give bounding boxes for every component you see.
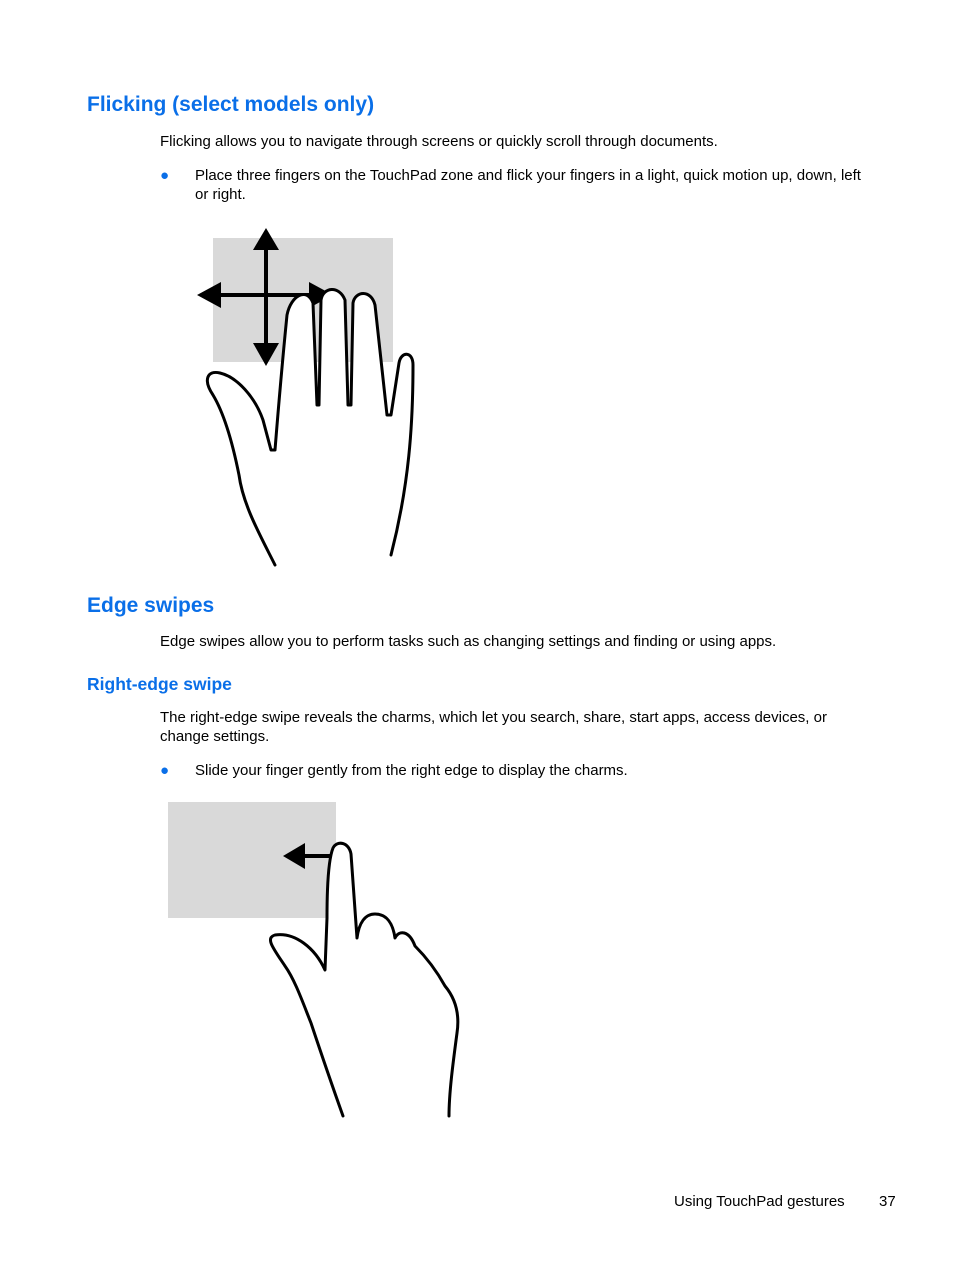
right-edge-swipe-bullet-text: Slide your finger gently from the right edge to display the charms. xyxy=(195,762,628,779)
heading-right-edge-swipe: Right-edge swipe xyxy=(87,674,232,694)
edge-swipes-intro: Edge swipes allow you to perform tasks such as changing settings and finding or using apps. xyxy=(160,633,777,650)
heading-edge-swipes: Edge swipes xyxy=(87,594,215,617)
flicking-bullet-text: Place three fingers on the TouchPad zone and flick your fingers in a light, quick motion up, down, left or right. xyxy=(195,167,861,203)
bullet-icon: ● xyxy=(160,762,170,779)
page-number: 37 xyxy=(879,1193,896,1210)
flicking-bullet xyxy=(160,166,880,206)
bullet-icon: ● xyxy=(160,167,170,184)
right-edge-swipe-intro: The right-edge swipe reveals the charms, which let you search, share, start apps, access devices, or change settings. xyxy=(160,709,827,745)
flick-gesture-illustration xyxy=(195,225,425,570)
right-edge-swipe-bullet xyxy=(160,761,880,781)
right-edge-swipe-illustration xyxy=(165,798,465,1123)
footer-label: Using TouchPad gestures xyxy=(674,1193,845,1210)
flicking-intro: Flicking allows you to navigate through screens or quickly scroll through documents. xyxy=(160,133,718,150)
touchpad-zone xyxy=(168,802,336,918)
heading-flicking: Flicking (select models only) xyxy=(87,93,375,116)
